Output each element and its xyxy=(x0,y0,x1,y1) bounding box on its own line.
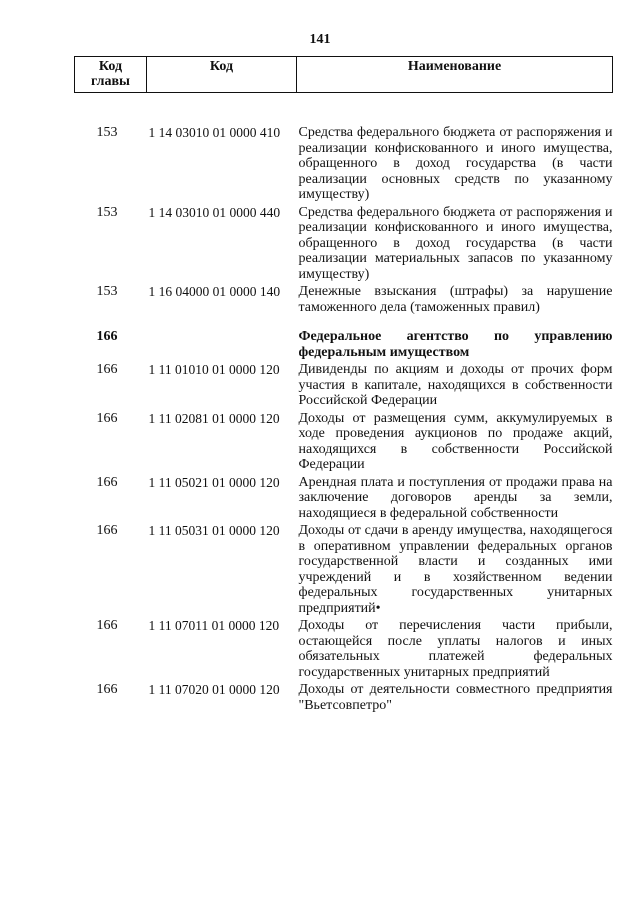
revenue-name-cell: Средства федерального бюджета от распоряжения и реализации конфискованного и иного имущества, обращенного в доход государства (в части реализации материальных запасов по указанному имуществу) xyxy=(298,204,613,282)
header-chapter-code-line-1: Код xyxy=(98,59,123,74)
table-header-row xyxy=(75,57,613,93)
chapter-code-cell: 166 xyxy=(96,362,118,377)
table-row xyxy=(75,523,613,618)
table-row xyxy=(75,362,613,411)
revenue-name-cell: Доходы от сдачи в аренду имущества, находящегося в оперативном управлении федеральных органов государственной власти и созданных ими учреждений и в хозяйственном ведении федеральных государственных унитарных предприятий• xyxy=(298,523,613,616)
revenue-code-cell: 1 14 03010 01 0000 440 xyxy=(148,204,281,220)
table-row xyxy=(75,411,613,475)
chapter-code-cell: 166 xyxy=(96,618,118,633)
table-row xyxy=(75,205,613,285)
revenue-name-cell: Арендная плата и поступления от продажи права на заключение договоров аренды за земли, находящиеся в федеральной собственности xyxy=(298,474,613,521)
header-code: Код xyxy=(147,57,297,93)
agency-name-heading: Федеральное агентство по управлению федеральным имуществом xyxy=(298,329,613,360)
revenue-name-cell: Денежные взыскания (штрафы) за нарушение таможенного дела (таможенных правил) xyxy=(298,284,613,315)
revenue-name-cell: Доходы от размещения сумм, аккумулируемых в ходе проведения аукционов по продаже акций, находящихся в собственности Российской Федерации xyxy=(298,410,613,472)
table-spacer xyxy=(75,93,613,126)
revenue-code-cell xyxy=(147,329,297,362)
header-name: Наименование xyxy=(297,57,613,93)
revenue-code-cell: 1 11 05021 01 0000 120 xyxy=(148,474,280,490)
revenue-code-cell: 1 11 01010 01 0000 120 xyxy=(148,362,280,377)
chapter-code-cell: 166 xyxy=(96,682,118,697)
revenue-code-cell: 1 14 03010 01 0000 410 xyxy=(148,125,281,140)
revenue-name-cell: Средства федерального бюджета от распоряжения и реализации конфискованного и иного имущества, обращенного в доход государства (в части реализации основных средств по указанному имуществу) xyxy=(298,125,613,202)
revenue-name-cell: Дивиденды по акциям и доходы от прочих форм участия в капитале, находящихся в собственности Российской Федерации xyxy=(298,362,613,408)
table-row xyxy=(75,475,613,524)
revenue-code-cell: 1 11 05031 01 0000 120 xyxy=(148,523,280,538)
chapter-code-cell: 166 xyxy=(96,410,118,426)
revenue-name-cell: Доходы от перечисления части прибыли, остающейся после уплаты налогов и иных обязательных платежей федеральных государственных унитарных предприятий xyxy=(298,618,613,680)
chapter-code-cell: 153 xyxy=(96,284,118,299)
section-heading-row xyxy=(75,329,613,362)
chapter-code-cell: 153 xyxy=(96,204,118,220)
revenue-name-cell: Доходы от деятельности совместного предприятия "Вьетсовпетро" xyxy=(298,682,613,713)
chapter-code-cell: 166 xyxy=(96,329,118,344)
chapter-code-cell: 166 xyxy=(96,523,118,538)
table-row xyxy=(75,682,613,715)
table-row xyxy=(75,284,613,317)
revenue-codes-table xyxy=(74,56,613,715)
chapter-code-cell: 166 xyxy=(96,474,118,490)
page-number: 141 xyxy=(309,32,331,47)
revenue-code-cell: 1 11 07011 01 0000 120 xyxy=(148,618,280,633)
section-gap xyxy=(75,317,613,329)
chapter-code-cell: 153 xyxy=(96,125,118,140)
revenue-code-cell: 1 16 04000 01 0000 140 xyxy=(148,284,281,299)
table-row xyxy=(75,125,613,205)
header-chapter-code-line-2: главы xyxy=(91,74,130,89)
revenue-code-cell: 1 11 07020 01 0000 120 xyxy=(148,682,280,697)
table-row xyxy=(75,618,613,682)
header-chapter-code xyxy=(75,57,147,93)
revenue-code-cell: 1 11 02081 01 0000 120 xyxy=(148,410,280,426)
